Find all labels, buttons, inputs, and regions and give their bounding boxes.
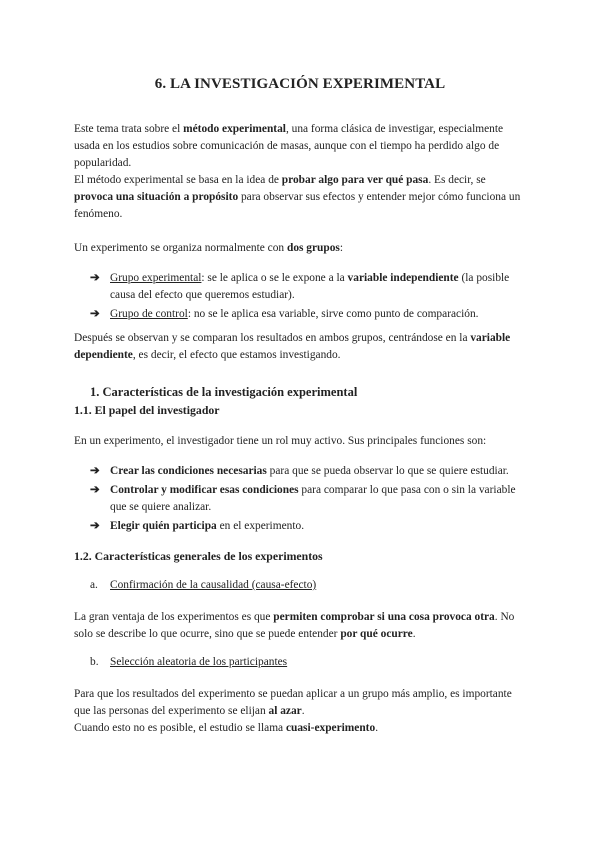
item-a-paragraph: La gran ventaja de los experimentos es que permiten comprobar si una cosa provoca otra. No solo se describe lo que ocurre, sino que se puede entender por qué ocurre. (74, 611, 515, 640)
investigator-intro: En un experimento, el investigador tiene un rol muy activo. Sus principales funciones son: (74, 435, 487, 447)
arrow-right-icon: ➔ (90, 465, 100, 477)
after-groups-paragraph: Después se observan y se comparan los resultados en ambos grupos, centrándose en la variable dependiente, es decir, el efecto que estamos investigando. (74, 332, 511, 361)
item-a-heading: a. Confirmación de la causalidad (causa-efecto) (90, 579, 317, 591)
groups-list (90, 270, 520, 323)
intro-block (74, 121, 522, 223)
list-item: ➔ Grupo experimental: se le aplica o se le expone a la variable independiente (la posible causa del efecto que queremos estudiar). (90, 272, 510, 301)
item-b-paragraph: Para que los resultados del experimento se puedan aplicar a un grupo más amplio, es importante que las personas del experimento se elijan al azar. Cuando esto no es posible, el estudio se llama cuasi-experimento. (74, 688, 512, 734)
functions-list (90, 463, 520, 535)
subsection-heading-1-1: 1.1. El papel del investigador (74, 403, 220, 417)
list-item: ➔ Controlar y modificar esas condiciones para comparar lo que pasa con o sin la variable que se quiere analizar. (90, 484, 516, 513)
arrow-right-icon: ➔ (90, 272, 100, 284)
section-heading: 1. Características de la investigación experimental (90, 385, 358, 399)
intro-paragraph-2: El método experimental se basa en la idea de probar algo para ver qué pasa. Es decir, se provoca una situación a propósito para observar sus efectos y entender mejor cómo funciona un fenómeno. (74, 174, 521, 220)
list-item: ➔ Grupo de control: no se le aplica esa variable, sirve como punto de comparación. (90, 306, 520, 323)
list-item: ➔ Crear las condiciones necesarias para que se pueda observar lo que se quiere estudiar. (90, 463, 520, 480)
arrow-right-icon: ➔ (90, 484, 100, 496)
subsection-heading-1-2: 1.2. Características generales de los experimentos (74, 549, 323, 563)
intro-paragraph-1: Este tema trata sobre el método experimental, una forma clásica de investigar, especialmente usada en los estudios sobre comunicación de masas, aunque con el tiempo ha perdido algo de popularidad. (74, 123, 504, 169)
arrow-right-icon: ➔ (90, 520, 100, 532)
groups-intro-paragraph: Un experimento se organiza normalmente con dos grupos: (74, 242, 344, 254)
item-b-heading: b. Selección aleatoria de los participantes (90, 656, 288, 668)
arrow-right-icon: ➔ (90, 308, 100, 320)
list-item: ➔ Elegir quién participa en el experimento. (90, 518, 520, 535)
page-title: 6. LA INVESTIGACIÓN EXPERIMENTAL (154, 76, 446, 92)
